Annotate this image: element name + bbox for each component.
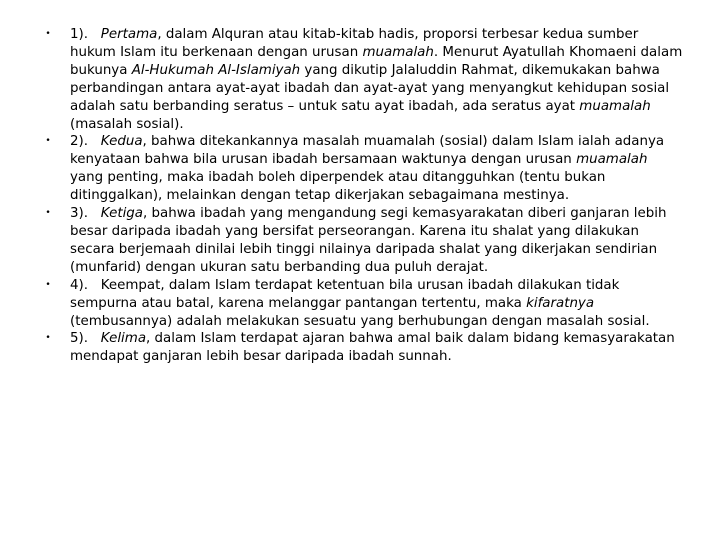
item-number: 4). [70, 277, 89, 293]
item-text-segment: yang penting, maka ibadah boleh diperpendek atau ditangguhkan (tentu bukan ditinggalkan), melainkan dengan tetap dikerjakan sebagaimana mestinya. [70, 170, 606, 204]
bullet-list [43, 26, 683, 366]
item-text-segment: , dalam Alquran atau kitab-kitab hadis, proporsi terbesar kedua sumber hukum Islam itu berkenaan dengan urusan [70, 27, 639, 60]
item-text-segment: , dalam Islam terdapat ajaran bahwa amal baik dalam bidang kemasyarakatan mendapat ganjaran lebih besar daripada ibadah sunnah. [70, 331, 675, 365]
bullet-icon: • [45, 136, 51, 147]
item-text-segment: . Menurut Ayatullah Khomaeni dalam bukunya [70, 44, 683, 78]
item-text-segment: , bahwa ibadah yang mengandung segi kemasyarakatan diberi ganjaran lebih besar daripada ibadah yang bersifat perseorangan. Karena itu shalat yang dilakukan secara berjemaah dinilai lebih tinggi nilainya daripada shalat yang dikerjakan sendirian (munfarid) dengan ukuran satu berbanding dua puluh derajat. [70, 206, 667, 275]
item-text-segment: Pertama [100, 27, 158, 42]
item-text-segment: , bahwa ditekankannya masalah muamalah (sosial) dalam Islam ialah adanya kenyataan bahwa bila urusan ibadah bersamaan waktunya dengan urusan [70, 134, 665, 168]
item-text-segment: Kedua [100, 134, 143, 150]
list-item [43, 133, 683, 205]
item-number: 5). [70, 331, 89, 347]
item-text-segment: muamalah [362, 44, 434, 60]
item-text-segment: (masalah sosial). [70, 116, 184, 132]
bullet-icon: • [45, 279, 51, 290]
item-text-segment: Al-Hukumah Al-Islamiyah [131, 62, 301, 78]
list-item [43, 330, 683, 366]
item-text-segment: yang dikutip Jalaluddin Rahmat, dikemukakan bahwa perbandingan antara ayat-ayat ibadah dan ayat-ayat yang menyangkut kehidupan sosial adalah satu berbanding seratus – untuk satu ayat ibadah, ada seratus ayat [70, 62, 670, 114]
bullet-icon: • [45, 29, 51, 39]
item-number: 3). [70, 206, 89, 222]
list-item [43, 277, 683, 331]
item-text-segment: Ketiga [100, 206, 144, 222]
item-text-segment: Kelima [100, 331, 147, 347]
bullet-icon: • [45, 208, 51, 219]
item-number: 1). [70, 27, 89, 42]
item-text-segment: muamalah [579, 98, 651, 114]
item-text-segment: kifaratnya [526, 295, 595, 311]
item-number: 2). [70, 134, 89, 150]
item-text-segment: Keempat, dalam Islam terdapat ketentuan bila urusan ibadah dilakukan tidak sempurna atau batal, karena melanggar pantangan tertentu, maka [70, 277, 620, 311]
item-text-segment: (tembusannya) adalah melakukan sesuatu yang berhubungan dengan masalah sosial. [70, 313, 650, 329]
bullet-icon: • [45, 333, 51, 344]
item-text-segment: muamalah [576, 152, 648, 168]
list-item [43, 205, 683, 277]
list-item [43, 26, 683, 133]
